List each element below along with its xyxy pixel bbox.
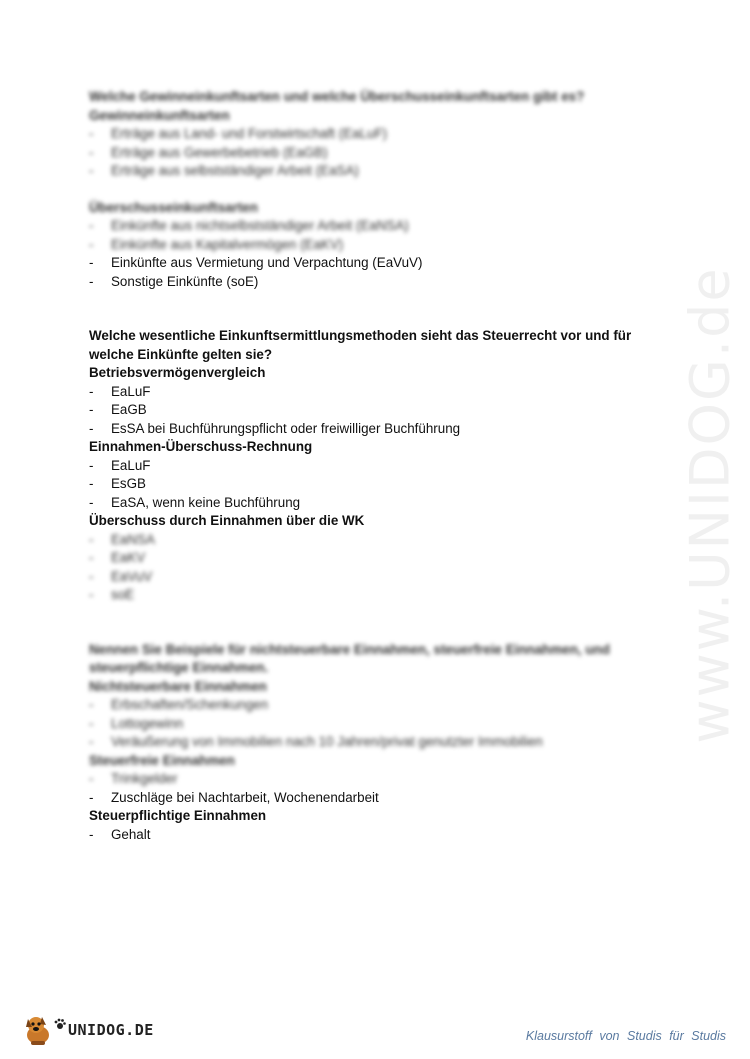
unidog-logo[interactable] (22, 1012, 154, 1048)
list-item: - EaNSA (89, 531, 155, 547)
list-item: - Erbschaften/Schenkungen (89, 697, 269, 712)
heading-ueberschusseinkunftsarten: Überschusseinkunftsarten (89, 199, 258, 215)
question-3-line-1: Nennen Sie Beispiele für nichtsteuerbare Einnahmen, steuerfreie Einnahmen, und (89, 641, 610, 657)
list-item: - Erträge aus Land- und Forstwirtschaft (EaLuF) (89, 126, 388, 141)
list-item: - Einkünfte aus Kapitalvermögen (EaKV) (89, 236, 344, 252)
list-item: - EaGB (89, 402, 147, 417)
list-item: - Veräußerung von Immobilien nach 10 Jahren/privat genutzter Immobilien (89, 734, 543, 749)
list-item: - Lottogewinn (89, 715, 184, 731)
question-2-line-1: Welche wesentliche Einkunftsermittlungsmethoden sieht das Steuerrecht vor und für (89, 328, 632, 343)
question-2-line-2: welche Einkünfte gelten sie? (89, 346, 273, 362)
heading-steuerpflichtige-einnahmen: Steuerpflichtige Einnahmen (89, 808, 267, 823)
heading-ueberschuss-wk: Überschuss durch Einnahmen über die WK (89, 513, 365, 528)
heading-gewinneinkunftsarten: Gewinneinkunftsarten (89, 107, 230, 123)
watermark (650, 266, 750, 744)
question-3-line-2: steuerpflichtige Einnahmen. (89, 660, 269, 675)
question-1: Welche Gewinneinkunftsarten und welche Überschusseinkunftsarten gibt es? (89, 89, 585, 104)
list-item: - Zuschläge bei Nachtarbeit, Wochenendarbeit (89, 789, 379, 805)
list-item: - Einkünfte aus nichtselbstständiger Arbeit (EaNSA) (89, 218, 409, 233)
heading-nichtsteuerbare-einnahmen: Nichtsteuerbare Einnahmen (89, 678, 267, 694)
list-item: - EaVuV (89, 568, 153, 584)
watermark-text: www.UNIDOG.de (678, 266, 742, 744)
list-item: - Trinkgelder (89, 771, 178, 786)
heading-betriebsvermoegenvergleich: Betriebsvermögenvergleich (89, 365, 266, 380)
list-item: - Erträge aus Gewerbebetrieb (EaGB) (89, 144, 328, 160)
list-item: - EaLuF (89, 457, 151, 473)
document-body (89, 88, 649, 844)
list-item: - Gehalt (89, 826, 151, 842)
heading-steuerfreie-einnahmen: Steuerfreie Einnahmen (89, 752, 235, 768)
list-item: - Sonstige Einkünfte (soE) (89, 273, 259, 289)
paw-icon (54, 1018, 66, 1030)
list-item: - EaSA, wenn keine Buchführung (89, 494, 301, 510)
list-item: - Erträge aus selbstständiger Arbeit (EaSA) (89, 163, 359, 178)
list-item: - soE (89, 587, 135, 602)
footer-slogan: Klausurstoff von Studis für Studis (525, 1029, 726, 1043)
list-item: - EsGB (89, 476, 146, 491)
heading-einnahmen-ueberschuss-rechnung: Einnahmen-Überschuss-Rechnung (89, 439, 313, 454)
list-item: - EsSA bei Buchführungspflicht oder freiwilliger Buchführung (89, 420, 461, 436)
list-item: - Einkünfte aus Vermietung und Verpachtung (EaVuV) (89, 255, 423, 270)
dog-mascot-icon (22, 1013, 56, 1047)
logo-text: UNIDOG.DE (68, 1021, 154, 1039)
list-item: - EaLuF (89, 383, 151, 399)
list-item: - EaKV (89, 550, 146, 565)
